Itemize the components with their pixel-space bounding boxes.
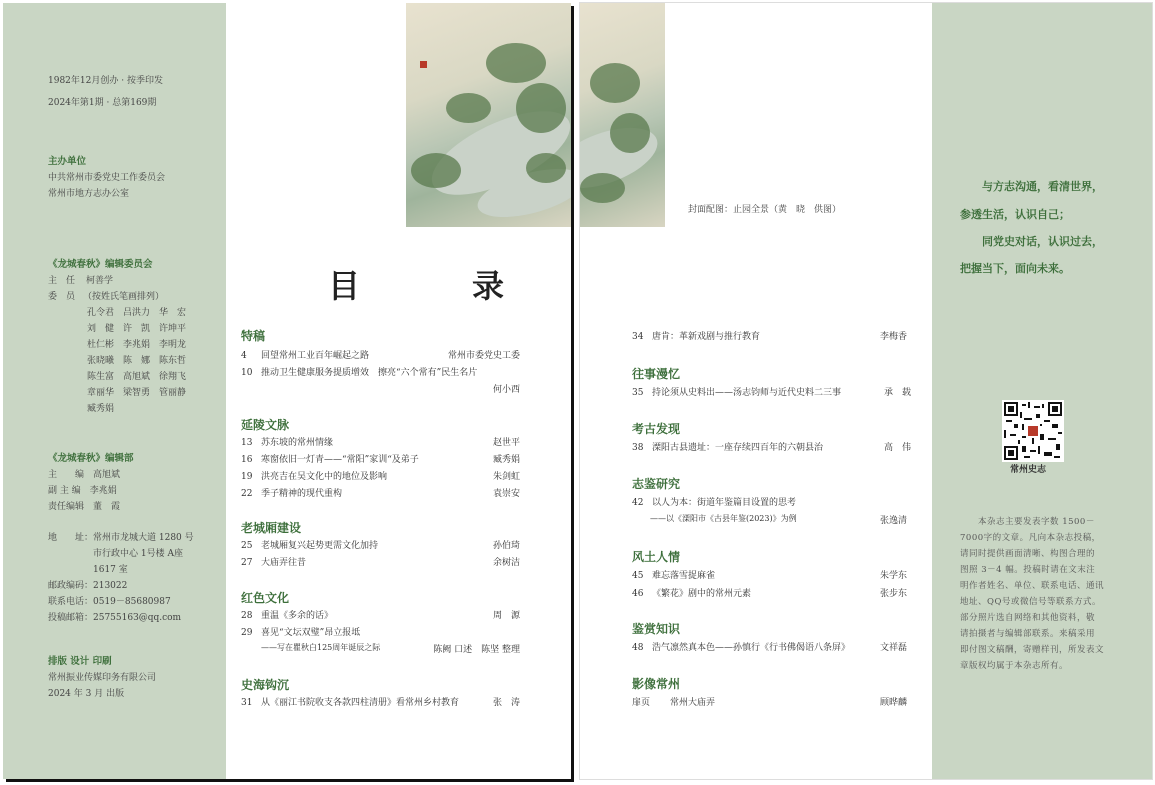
toc-entry[interactable]: 16 寒窗依旧一灯青——“常阳”家训“及弟子 bbox=[241, 455, 419, 465]
motto-line: 参透生活，认识自己； bbox=[960, 208, 1070, 221]
toc-author: 常州市委党史工委 bbox=[447, 351, 520, 361]
note-line: 部分照片选自网络和其他资料，敬 bbox=[960, 613, 1096, 623]
toc-entry[interactable]: 4 回望常州工业百年崛起之路 bbox=[241, 351, 370, 361]
section-heading: 鉴赏知识 bbox=[632, 622, 681, 636]
contact-row: 1617 室 bbox=[48, 565, 128, 575]
toc-entry[interactable]: 42 以人为本：街道年鉴篇目设置的思考 bbox=[632, 498, 797, 508]
member-row: 陈生富 高旭斌 徐翔飞 bbox=[87, 372, 187, 382]
note-line: 请同时提供画面清晰、构图合理的 bbox=[960, 549, 1096, 559]
cover-caption: 封面配图：止园全景（黄 晓 供图） bbox=[688, 205, 842, 215]
toc-entry[interactable]: 31 从《丽江书院收支各款四柱清册》看常州乡村教育 bbox=[241, 698, 460, 708]
toc-entry[interactable]: 46 《繁花》剧中的常州元素 bbox=[632, 589, 752, 599]
cover-painting-right bbox=[580, 3, 665, 227]
contact-row: 地 址：常州市龙城大道 1280 号 bbox=[48, 533, 194, 543]
section-heading: 史海钩沉 bbox=[241, 678, 290, 692]
toc-author: 孙伯琦 bbox=[492, 541, 520, 551]
qr-label: 常州史志 bbox=[1010, 465, 1047, 475]
note-line: 章版权均属于本杂志所有。 bbox=[960, 661, 1069, 671]
section-heading: 影像常州 bbox=[632, 677, 681, 691]
print-heading: 排版 设计 印刷 bbox=[48, 656, 112, 667]
note-line: 地址、QQ号或微信号等联系方式。 bbox=[960, 597, 1101, 607]
note-line: 本杂志主要发表字数 1500－ bbox=[960, 517, 1095, 527]
section-heading: 红色文化 bbox=[241, 591, 290, 605]
section-heading: 志鉴研究 bbox=[632, 477, 681, 491]
toc-author: 文祥磊 bbox=[880, 643, 908, 653]
contact-row: 投稿邮箱：2575516З@qq.com bbox=[48, 613, 182, 623]
dept-heading: 《龙城春秋》编辑部 bbox=[48, 453, 134, 464]
toc-author: 何小西 bbox=[492, 385, 520, 395]
section-heading: 延陵文脉 bbox=[241, 418, 290, 432]
toc-entry[interactable]: 35 持论须从史料出——汤志钧师与近代史料二三事 bbox=[632, 388, 842, 398]
committee-heading: 《龙城春秋》编辑委员会 bbox=[48, 259, 153, 270]
issue-number: 2024年第1期 · 总第169期 bbox=[48, 98, 157, 108]
toc-author: 陈阙 口述 陈坚 整理 bbox=[433, 645, 520, 655]
toc-author: 朱剑虹 bbox=[492, 472, 520, 482]
note-line: 请拍摄者与编辑部联系。来稿采用 bbox=[960, 629, 1096, 639]
section-heading: 风土人情 bbox=[632, 550, 681, 564]
toc-entry[interactable]: 28 重温《多余的话》 bbox=[241, 611, 334, 621]
toc-author: 周 源 bbox=[492, 611, 520, 621]
toc-author: 赵世平 bbox=[492, 438, 520, 448]
dept-row: 责任编辑 董 霞 bbox=[48, 502, 121, 512]
cover-painting-left bbox=[406, 3, 571, 227]
toc-entry[interactable]: 29 喜见“文坛双璧”昂立报坻 bbox=[241, 628, 361, 638]
right-page bbox=[580, 3, 1152, 779]
motto-line: 把握当下，面向未来。 bbox=[960, 262, 1070, 275]
chair-label: 主 任 bbox=[48, 276, 76, 286]
contact-row: 市行政中心 1号楼 A座 bbox=[48, 549, 183, 559]
toc-entry[interactable]: 19 洪亮吉在吴文化中的地位及影响 bbox=[241, 472, 388, 482]
toc-author: 臧秀娟 bbox=[492, 455, 520, 465]
toc-entry[interactable]: 38 溧阳古县遗址：一座存续四百年的六朝县治 bbox=[632, 443, 824, 453]
toc-entry-subtitle: ——写在瞿秋白125周年诞辰之际 bbox=[261, 643, 381, 652]
qr-code-icon bbox=[1004, 402, 1062, 460]
dept-row: 主 编 高旭斌 bbox=[48, 470, 121, 480]
toc-entry[interactable]: 48 浩气凛然真本色——孙慎行《行书佛偈语八条屏》 bbox=[632, 643, 851, 653]
contact-row: 邮政编码：213022 bbox=[48, 581, 128, 591]
toc-entry[interactable]: 34 唐肯：革新戏剧与推行教育 bbox=[632, 332, 761, 342]
right-sidebar bbox=[932, 3, 1152, 779]
member-row: 杜仁彬 李兆娟 李明龙 bbox=[87, 340, 187, 350]
toc-author: 袁崇安 bbox=[492, 489, 520, 499]
toc-entry[interactable]: 10 推动卫生健康服务提质增效 擦亮“六个常有”民生名片 bbox=[241, 368, 478, 378]
toc-entry[interactable]: 13 苏东坡的常州情缘 bbox=[241, 438, 334, 448]
toc-entry[interactable]: 25 老城厢复兴起势更需文化加持 bbox=[241, 541, 379, 551]
members-note: （按姓氏笔画排列） bbox=[83, 292, 165, 302]
note-line: 明作者姓名、单位、联系电话、通讯 bbox=[960, 581, 1105, 591]
sponsor-line: 常州市地方志办公室 bbox=[48, 189, 130, 199]
toc-entry[interactable]: 27 大庙弄往昔 bbox=[241, 558, 307, 568]
toc-entry[interactable]: 22 季子精神的现代重构 bbox=[241, 489, 343, 499]
chair-name: 柯善学 bbox=[86, 276, 114, 286]
print-row: 常州振业传媒印务有限公司 bbox=[48, 673, 157, 683]
section-heading: 特稿 bbox=[241, 329, 266, 343]
qr-code[interactable] bbox=[1002, 400, 1064, 462]
motto-line: 同党史对话，认识过去， bbox=[960, 235, 1103, 248]
member-row: 孔令君 吕洪力 华 宏 bbox=[87, 308, 187, 318]
note-line: 7000字的文章。凡向本杂志投稿， bbox=[960, 533, 1101, 543]
member-row: 刘 健 许 凯 许坤平 bbox=[87, 324, 187, 334]
section-heading: 考古发现 bbox=[632, 422, 681, 436]
toc-author: 高 伟 bbox=[884, 443, 912, 453]
toc-author: 承 载 bbox=[884, 388, 912, 398]
sponsor-line: 中共常州市委党史工作委员会 bbox=[48, 173, 166, 183]
section-heading: 往事漫忆 bbox=[632, 367, 681, 381]
left-sidebar bbox=[3, 3, 226, 779]
member-row: 臧秀娟 bbox=[87, 404, 115, 414]
toc-author: 朱学东 bbox=[880, 571, 908, 581]
print-row: 2024 年 3 月 出版 bbox=[48, 689, 125, 699]
toc-author: 张逸清 bbox=[880, 516, 908, 526]
toc-author: 张步东 bbox=[880, 589, 908, 599]
sponsor-heading: 主办单位 bbox=[48, 156, 87, 167]
left-page bbox=[3, 3, 571, 779]
toc-title: 目 录 bbox=[328, 267, 545, 305]
toc-author: 余树洁 bbox=[492, 558, 520, 568]
toc-author: 李梅香 bbox=[880, 332, 908, 342]
members-label: 委 员 bbox=[48, 292, 76, 302]
toc-entry-subtitle: ——以《溧阳市《古县年鉴(2023)》为例 bbox=[650, 514, 797, 523]
toc-author: 张 涛 bbox=[492, 698, 520, 708]
contact-row: 联系电话：0519－85680987 bbox=[48, 597, 171, 607]
member-row: 章丽华 梁智勇 管丽静 bbox=[87, 388, 187, 398]
toc-entry[interactable]: 45 难忘落雪捉麻雀 bbox=[632, 571, 716, 581]
dept-row: 副 主 编 李兆娟 bbox=[48, 486, 117, 496]
section-heading: 老城厢建设 bbox=[241, 521, 302, 535]
founding-note: 1982年12月创办 · 按季印发 bbox=[48, 76, 163, 86]
member-row: 张晓曦 陈 娜 陈东哲 bbox=[87, 356, 187, 366]
motto-line: 与方志沟通，看清世界， bbox=[960, 180, 1103, 193]
toc-author: 顾晔麟 bbox=[880, 698, 908, 708]
note-line: 图照 3－4 幅。投稿时请在文末注 bbox=[960, 565, 1096, 575]
toc-entry[interactable]: 扉页 常州大庙弄 bbox=[632, 698, 716, 708]
note-line: 即付图文稿酬，寄赠样刊，所发表文 bbox=[960, 645, 1105, 655]
